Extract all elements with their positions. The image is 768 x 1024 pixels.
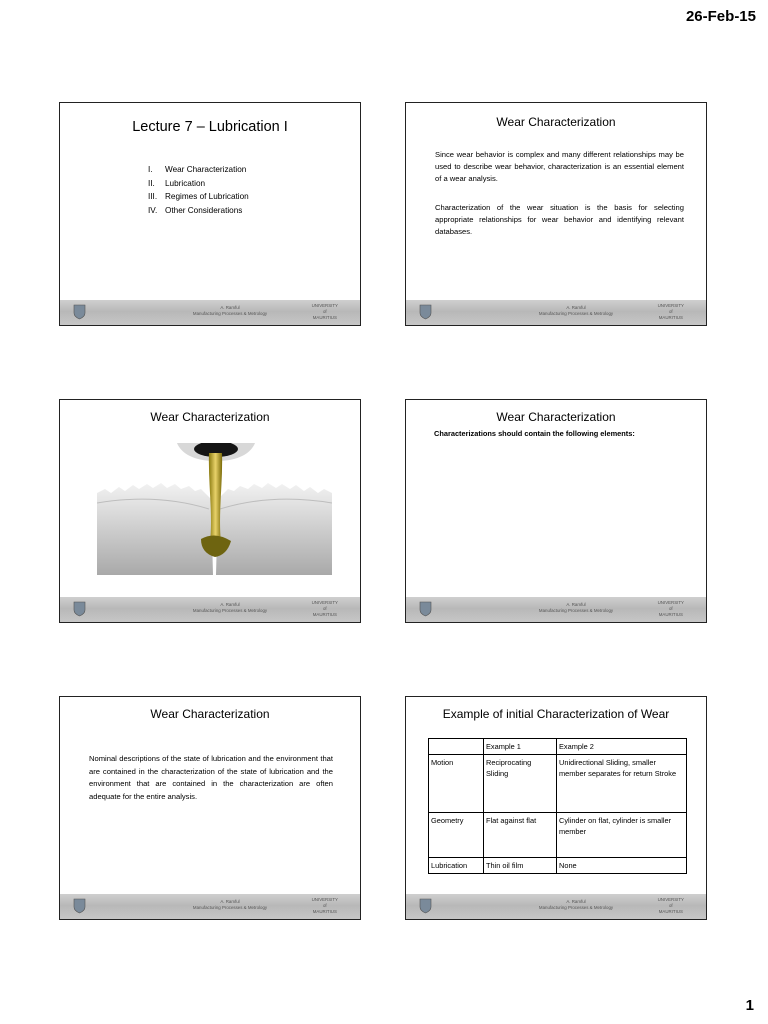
- toc-label: Wear Characterization: [165, 165, 247, 174]
- university-crest-icon: [73, 601, 86, 617]
- toc-label: Other Considerations: [165, 205, 243, 215]
- table-header-cell: Example 2: [557, 739, 687, 755]
- slide-3: [59, 399, 361, 623]
- table-row: [429, 755, 687, 813]
- slide-2: [405, 102, 707, 326]
- footer-university: UNIVERSITY of MAURITIUS: [311, 600, 338, 617]
- university-crest-icon: [419, 304, 432, 320]
- slide-footer: [406, 597, 706, 622]
- university-crest-icon: [419, 601, 432, 617]
- slide-title: Lecture 7 – Lubrication I: [132, 119, 288, 135]
- slide-footer: [60, 300, 360, 325]
- toc-num: II.: [148, 178, 155, 188]
- university-crest-icon: [73, 898, 86, 914]
- table-row: [429, 858, 687, 874]
- toc-label: Regimes of Lubrication: [165, 192, 249, 201]
- header-date: 26-Feb-15: [685, 8, 756, 25]
- footer-university: UNIVERSITY of MAURITIUS: [657, 897, 684, 914]
- slide-title: Wear Characterization: [150, 410, 270, 424]
- table-cell: Geometry: [429, 813, 484, 858]
- slide-5: [59, 696, 361, 920]
- slide-title: Example of initial Characterization of Wear: [442, 707, 670, 721]
- gears-oil-image: [97, 443, 332, 575]
- wear-table: [428, 738, 687, 874]
- footer-university: UNIVERSITY of MAURITIUS: [657, 303, 684, 320]
- page-number: 1: [745, 997, 754, 1014]
- slide-paragraph: Nominal descriptions of the state of lubrication and the environment that are contained in the characterization of the state of lubrication and the environment that are contained in the characterization are often adequate for the entire analysis.: [89, 754, 333, 801]
- footer-university: UNIVERSITY of MAURITIUS: [657, 600, 684, 617]
- slide-title: Wear Characterization: [150, 707, 270, 721]
- footer-author: A. Ramful Manufacturing Processes & Metrology: [192, 305, 268, 316]
- table-cell: Flat against flat: [484, 813, 557, 858]
- table-cell: Cylinder on flat, cylinder is smaller member: [557, 813, 687, 858]
- slide-text: Characterizations should contain the following elements:: [434, 429, 635, 438]
- slide-footer: [406, 894, 706, 919]
- toc-item: [148, 204, 249, 218]
- toc-num: I.: [148, 165, 153, 174]
- slide-title: Wear Characterization: [496, 115, 616, 129]
- table-header-cell: [429, 739, 484, 755]
- toc-item: [148, 163, 249, 177]
- toc-item: [148, 177, 249, 191]
- slide-footer: [60, 894, 360, 919]
- university-crest-icon: [73, 304, 86, 320]
- slide-footer: [60, 597, 360, 622]
- slide-footer: [406, 300, 706, 325]
- footer-university: UNIVERSITY of MAURITIUS: [311, 897, 338, 914]
- footer-author: A. Ramful Manufacturing Processes & Metrology: [192, 899, 268, 910]
- table-cell: Unidirectional Sliding, smaller member separates for return Stroke: [557, 755, 687, 813]
- footer-author: A. Ramful Manufacturing Processes & Metrology: [538, 899, 614, 910]
- toc-label: Lubrication: [165, 178, 206, 188]
- toc-item: [148, 190, 249, 204]
- table-cell: None: [557, 858, 687, 874]
- slide-4: [405, 399, 707, 623]
- university-crest-icon: [419, 898, 432, 914]
- table-cell: Motion: [429, 755, 484, 813]
- toc-num: III.: [148, 192, 158, 201]
- slide-paragraph: Since wear behavior is complex and many different relationships may be used to describe wear behavior, characterization is an essential element of a wear analysis.: [435, 150, 684, 183]
- table-cell: Lubrication: [429, 858, 484, 874]
- slide-1: [59, 102, 361, 326]
- toc-num: IV.: [148, 205, 158, 215]
- slide-title: Wear Characterization: [496, 410, 616, 424]
- table-cell: Thin oil film: [484, 858, 557, 874]
- table-cell: Reciprocating Sliding: [484, 755, 557, 813]
- slide-6: [405, 696, 707, 920]
- footer-author: A. Ramful Manufacturing Processes & Metrology: [538, 305, 614, 316]
- table-header-row: [429, 739, 687, 755]
- table-row: [429, 813, 687, 858]
- slide-paragraph: Characterization of the wear situation is the basis for selecting appropriate relationships for wear behavior and identifying relevant databases.: [435, 203, 684, 236]
- footer-author: A. Ramful Manufacturing Processes & Metrology: [192, 602, 268, 613]
- footer-author: A. Ramful Manufacturing Processes & Metrology: [538, 602, 614, 613]
- table-header-cell: Example 1: [484, 739, 557, 755]
- footer-university: UNIVERSITY of MAURITIUS: [311, 303, 338, 320]
- table-of-contents: [148, 163, 249, 217]
